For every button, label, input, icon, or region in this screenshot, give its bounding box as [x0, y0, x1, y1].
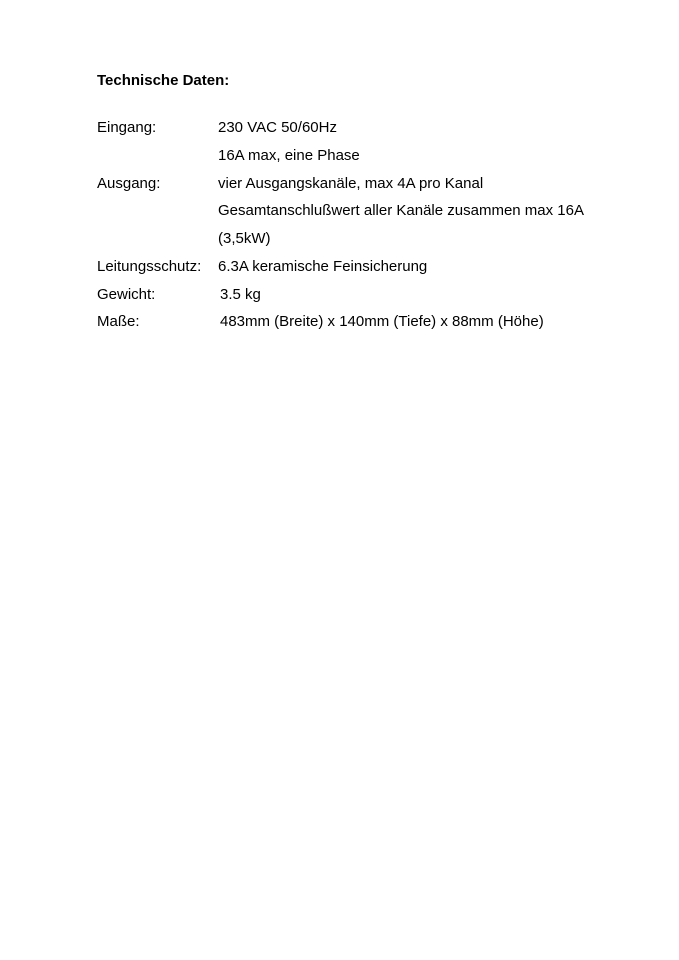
spec-value-leitungsschutz: 6.3A keramische Feinsicherung	[218, 258, 428, 275]
spec-value-eingang-line-1: 230 VAC 50/60Hz	[218, 119, 337, 136]
spec-value-ausgang-line-1: vier Ausgangskanäle, max 4A pro Kanal	[218, 175, 484, 192]
spec-value-ausgang-line-2: Gesamtanschlußwert aller Kanäle zusammen max 16A	[218, 202, 584, 219]
section-heading: Technische Daten:	[97, 72, 230, 89]
spec-label-eingang: Eingang:	[97, 119, 157, 136]
spec-label-gewicht: Gewicht:	[97, 286, 156, 303]
spec-value-eingang-line-2: 16A max, eine Phase	[218, 147, 360, 164]
spec-value-gewicht: 3.5 kg	[220, 286, 261, 303]
spec-value-masse: 483mm (Breite) x 140mm (Tiefe) x 88mm (Höhe)	[220, 313, 544, 330]
spec-value-ausgang-line-3: (3,5kW)	[218, 230, 271, 247]
spec-label-masse: Maße:	[97, 313, 140, 330]
spec-label-leitungsschutz: Leitungsschutz:	[97, 258, 202, 275]
spec-label-ausgang: Ausgang:	[97, 175, 161, 192]
